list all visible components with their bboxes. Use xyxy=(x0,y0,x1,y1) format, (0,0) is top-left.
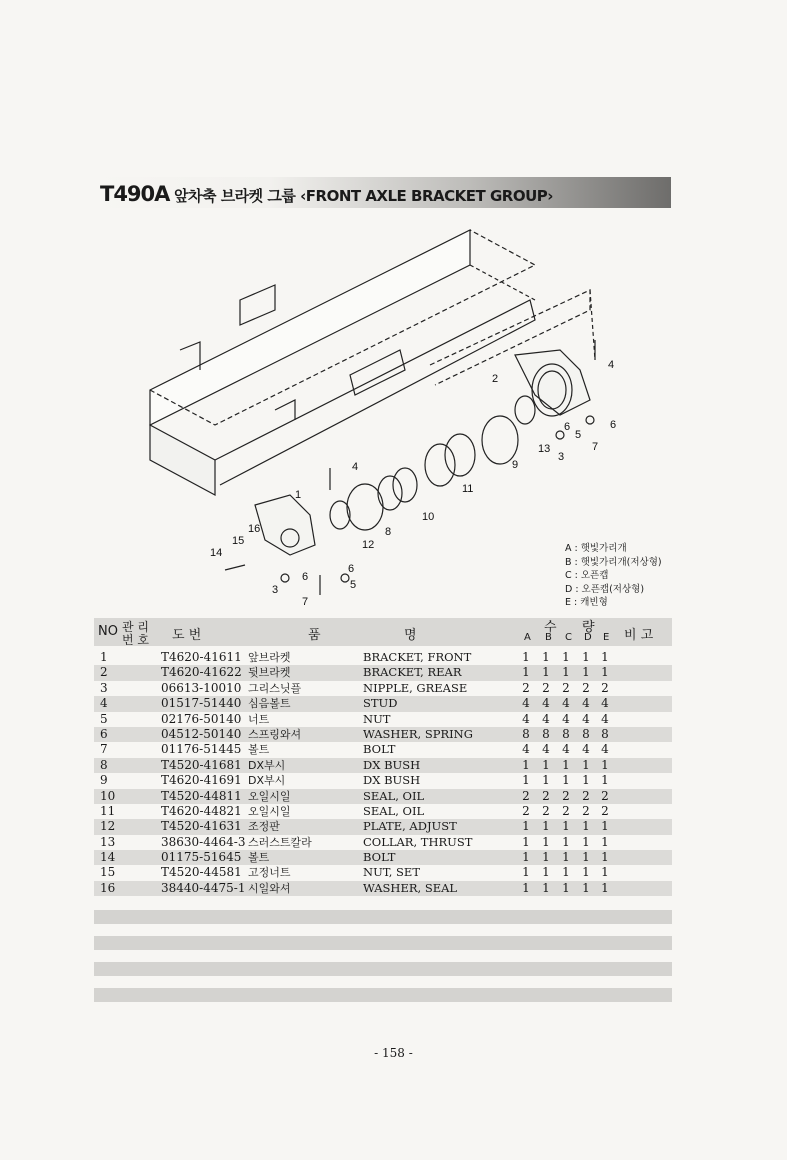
header-mgmt-1: 관 리 xyxy=(122,620,149,634)
header-remark: 비 고 xyxy=(624,628,654,643)
korean-name: 너트 xyxy=(248,712,270,726)
table-row xyxy=(94,681,672,696)
english-name: WASHER, SPRING xyxy=(363,726,473,741)
quantity-cell: 1 xyxy=(582,757,590,772)
quantity-cell: 4 xyxy=(601,742,609,757)
english-name: NUT, SET xyxy=(363,865,420,880)
quantity-cell: 4 xyxy=(601,711,609,726)
english-name: SEAL, OIL xyxy=(363,788,425,803)
quantity-cell: 2 xyxy=(601,803,609,818)
korean-name: 앞브라켓 xyxy=(248,651,291,664)
legend-item: C : 오픈캡 xyxy=(565,570,609,581)
quantity-cell: 4 xyxy=(562,711,570,726)
quantity-cell: 8 xyxy=(601,726,609,741)
part-number: T4620-41691 xyxy=(161,773,242,788)
quantity-cell: 1 xyxy=(522,757,530,772)
english-name: BOLT xyxy=(363,742,396,757)
row-number: 6 xyxy=(100,726,108,741)
quantity-cell: 1 xyxy=(562,819,570,834)
callout-6: 6 xyxy=(610,419,617,431)
header-variant-b: B xyxy=(545,632,552,643)
table-row xyxy=(94,665,672,680)
table-row xyxy=(94,881,672,896)
quantity-cell: 4 xyxy=(562,696,570,711)
part-number: T4620-41622 xyxy=(161,665,242,680)
row-number: 4 xyxy=(100,696,108,711)
korean-name: 오일시일 xyxy=(248,804,291,818)
table-row xyxy=(94,773,672,788)
variant-legend xyxy=(565,542,662,610)
korean-name: 그리스닛플 xyxy=(248,681,302,695)
part-number: T4520-44811 xyxy=(161,788,242,803)
quantity-cell: 1 xyxy=(542,773,550,788)
quantity-cell: 1 xyxy=(601,773,609,788)
quantity-cell: 1 xyxy=(542,850,550,865)
header-variant-c: C xyxy=(565,632,572,643)
quantity-cell: 1 xyxy=(542,650,550,664)
english-name: STUD xyxy=(363,696,398,711)
table-row xyxy=(94,742,672,757)
english-name: DX BUSH xyxy=(363,773,421,788)
quantity-cell: 2 xyxy=(582,803,590,818)
quantity-cell: 1 xyxy=(522,880,530,895)
quantity-cell: 4 xyxy=(542,711,550,726)
part-number: T4520-41631 xyxy=(161,819,242,834)
callout-3: 3 xyxy=(272,584,279,596)
english-name: NIPPLE, GREASE xyxy=(363,680,468,695)
quantity-cell: 2 xyxy=(522,680,530,695)
quantity-cell: 1 xyxy=(582,773,590,788)
quantity-cell: 4 xyxy=(582,696,590,711)
quantity-cell: 1 xyxy=(562,834,570,849)
page-number: - 158 - xyxy=(374,1046,413,1060)
quantity-cell: 4 xyxy=(522,711,530,726)
korean-name: 볼트 xyxy=(248,851,270,865)
callout-4: 4 xyxy=(608,359,615,371)
english-name: COLLAR, THRUST xyxy=(363,834,473,849)
callout-6: 6 xyxy=(348,563,355,575)
table-row xyxy=(94,804,672,819)
quantity-cell: 1 xyxy=(542,819,550,834)
quantity-cell: 8 xyxy=(522,726,530,741)
table-row xyxy=(94,835,672,850)
legend-item: E : 캐빈형 xyxy=(565,597,608,608)
table-row xyxy=(94,650,672,665)
quantity-cell: 1 xyxy=(601,665,609,680)
row-number: 3 xyxy=(100,680,108,695)
quantity-cell: 1 xyxy=(582,850,590,865)
row-number: 2 xyxy=(100,665,108,680)
row-number: 12 xyxy=(100,819,116,834)
quantity-cell: 1 xyxy=(522,819,530,834)
empty-rows xyxy=(94,910,672,1014)
legend-item: A : 햇빛가리개 xyxy=(565,543,627,554)
callout-13: 13 xyxy=(538,443,551,455)
quantity-cell: 1 xyxy=(601,865,609,880)
quantity-cell: 8 xyxy=(562,726,570,741)
part-number: T4620-41611 xyxy=(161,650,242,664)
callout-4: 4 xyxy=(352,461,359,473)
quantity-cell: 1 xyxy=(542,865,550,880)
quantity-cell: 4 xyxy=(522,742,530,757)
quantity-cell: 1 xyxy=(522,865,530,880)
callout-7: 7 xyxy=(302,596,309,608)
quantity-cell: 1 xyxy=(601,650,609,664)
quantity-cell: 2 xyxy=(522,788,530,803)
english-name: BOLT xyxy=(363,850,396,865)
quantity-cell: 1 xyxy=(522,665,530,680)
empty-row xyxy=(94,936,672,950)
parts-table-header xyxy=(94,618,672,646)
quantity-cell: 1 xyxy=(582,665,590,680)
callout-10: 10 xyxy=(422,511,435,523)
table-row xyxy=(94,727,672,742)
callout-5: 5 xyxy=(575,429,582,441)
quantity-cell: 1 xyxy=(542,880,550,895)
korean-name: DX부시 xyxy=(248,758,286,772)
legend-item: B : 햇빛가리개(저상형) xyxy=(565,556,662,568)
callout-3: 3 xyxy=(558,451,565,463)
page-title: 앞차축 브라켓 그룹 ‹FRONT AXLE BRACKET GROUP› xyxy=(174,187,553,205)
legend-item: D : 오픈캡(저상형) xyxy=(565,583,645,595)
quantity-cell: 1 xyxy=(582,880,590,895)
korean-name: 심음볼트 xyxy=(248,697,291,711)
quantity-cell: 2 xyxy=(601,680,609,695)
quantity-cell: 1 xyxy=(562,757,570,772)
table-row xyxy=(94,758,672,773)
header-variant-e: E xyxy=(603,632,610,643)
callout-2: 2 xyxy=(492,373,499,385)
table-row xyxy=(94,865,672,880)
callout-1: 1 xyxy=(295,489,302,501)
quantity-cell: 1 xyxy=(601,819,609,834)
korean-name: 스프링와셔 xyxy=(248,727,302,741)
model-code: T490A xyxy=(100,182,170,206)
table-row xyxy=(94,696,672,711)
quantity-cell: 1 xyxy=(601,834,609,849)
quantity-cell: 1 xyxy=(562,880,570,895)
callout-6: 6 xyxy=(302,571,309,583)
callout-9: 9 xyxy=(512,459,519,471)
table-row xyxy=(94,850,672,865)
part-number: 01175-51645 xyxy=(161,850,242,865)
parts-table-body xyxy=(94,650,672,896)
quantity-cell: 1 xyxy=(562,650,570,664)
quantity-cell: 1 xyxy=(542,665,550,680)
quantity-cell: 4 xyxy=(522,696,530,711)
row-number: 16 xyxy=(100,880,116,895)
row-number: 10 xyxy=(100,788,116,803)
quantity-cell: 1 xyxy=(601,757,609,772)
row-number: 15 xyxy=(100,865,116,880)
korean-name: 볼트 xyxy=(248,743,270,757)
row-number: 11 xyxy=(100,803,116,818)
quantity-cell: 1 xyxy=(562,773,570,788)
part-number: T4520-41681 xyxy=(161,757,242,772)
quantity-cell: 2 xyxy=(562,680,570,695)
part-number: 06613-10010 xyxy=(161,680,242,695)
callout-6: 6 xyxy=(564,421,571,433)
quantity-cell: 2 xyxy=(542,788,550,803)
quantity-cell: 4 xyxy=(582,742,590,757)
quantity-cell: 4 xyxy=(542,742,550,757)
english-name: BRACKET, REAR xyxy=(363,665,462,680)
header-variant-a: A xyxy=(524,632,531,643)
quantity-cell: 1 xyxy=(562,865,570,880)
quantity-cell: 1 xyxy=(582,650,590,664)
part-number: 04512-50140 xyxy=(161,726,242,741)
quantity-cell: 2 xyxy=(582,788,590,803)
quantity-cell: 4 xyxy=(562,742,570,757)
part-number: 38630-4464-3 xyxy=(161,834,246,849)
quantity-cell: 2 xyxy=(542,803,550,818)
header-qty-1: 수 xyxy=(544,620,557,635)
quantity-cell: 2 xyxy=(562,788,570,803)
row-number: 13 xyxy=(100,834,116,849)
quantity-cell: 8 xyxy=(542,726,550,741)
korean-name: 스러스트칼라 xyxy=(248,835,312,849)
english-name: BRACKET, FRONT xyxy=(363,650,472,664)
quantity-cell: 2 xyxy=(522,803,530,818)
quantity-cell: 4 xyxy=(582,711,590,726)
korean-name: 뒷브라켓 xyxy=(248,666,291,680)
header-drawing: 도 번 xyxy=(172,628,202,643)
quantity-cell: 2 xyxy=(601,788,609,803)
callout-5: 5 xyxy=(350,579,357,591)
row-number: 14 xyxy=(100,850,116,865)
table-row xyxy=(94,819,672,834)
part-number: 02176-50140 xyxy=(161,711,242,726)
quantity-cell: 1 xyxy=(522,834,530,849)
empty-row xyxy=(94,988,672,1002)
header-mgmt-2: 번 호 xyxy=(122,633,149,647)
callout-15: 15 xyxy=(232,535,245,547)
quantity-cell: 4 xyxy=(542,696,550,711)
quantity-cell: 1 xyxy=(562,665,570,680)
row-number: 8 xyxy=(100,757,108,772)
callout-7: 7 xyxy=(592,441,599,453)
korean-name: 조정판 xyxy=(248,820,280,834)
table-row xyxy=(94,789,672,804)
quantity-cell: 4 xyxy=(601,696,609,711)
quantity-cell: 2 xyxy=(542,680,550,695)
part-number: 01517-51440 xyxy=(161,696,242,711)
row-number: 7 xyxy=(100,742,108,757)
quantity-cell: 1 xyxy=(542,757,550,772)
quantity-cell: 2 xyxy=(562,803,570,818)
quantity-cell: 1 xyxy=(562,850,570,865)
english-name: SEAL, OIL xyxy=(363,803,425,818)
part-number: T4620-44821 xyxy=(161,803,242,818)
english-name: WASHER, SEAL xyxy=(363,880,458,895)
korean-name: DX부시 xyxy=(248,774,286,788)
quantity-cell: 1 xyxy=(582,834,590,849)
quantity-cell: 1 xyxy=(582,865,590,880)
callout-8: 8 xyxy=(385,526,392,538)
korean-name: 고정너트 xyxy=(248,866,291,880)
empty-row xyxy=(94,910,672,924)
callout-12: 12 xyxy=(362,539,375,551)
english-name: PLATE, ADJUST xyxy=(363,819,457,834)
header-name: 명 xyxy=(404,628,417,643)
quantity-cell: 8 xyxy=(582,726,590,741)
quantity-cell: 1 xyxy=(601,850,609,865)
quantity-cell: 1 xyxy=(601,880,609,895)
row-number: 1 xyxy=(100,650,108,664)
table-row xyxy=(94,712,672,727)
english-name: NUT xyxy=(363,711,391,726)
row-number: 9 xyxy=(100,773,108,788)
callout-16: 16 xyxy=(248,523,261,535)
korean-name: 시일와셔 xyxy=(248,881,291,895)
quantity-cell: 1 xyxy=(522,773,530,788)
header-no: NO xyxy=(98,624,118,639)
korean-name: 오일시일 xyxy=(248,789,291,803)
quantity-cell: 1 xyxy=(522,850,530,865)
part-number: T4520-44581 xyxy=(161,865,242,880)
english-name: DX BUSH xyxy=(363,757,421,772)
quantity-cell: 2 xyxy=(582,680,590,695)
row-number: 5 xyxy=(100,711,108,726)
header-variant-d: D xyxy=(584,632,592,643)
callout-14: 14 xyxy=(210,547,223,559)
quantity-cell: 1 xyxy=(522,650,530,664)
callout-11: 11 xyxy=(462,483,474,495)
quantity-cell: 1 xyxy=(582,819,590,834)
part-number: 01176-51445 xyxy=(161,742,242,757)
quantity-cell: 1 xyxy=(542,834,550,849)
header-item: 품 xyxy=(308,628,321,643)
empty-row xyxy=(94,962,672,976)
part-number: 38440-4475-1 xyxy=(161,880,246,895)
header-qty-2: 량 xyxy=(582,620,595,635)
